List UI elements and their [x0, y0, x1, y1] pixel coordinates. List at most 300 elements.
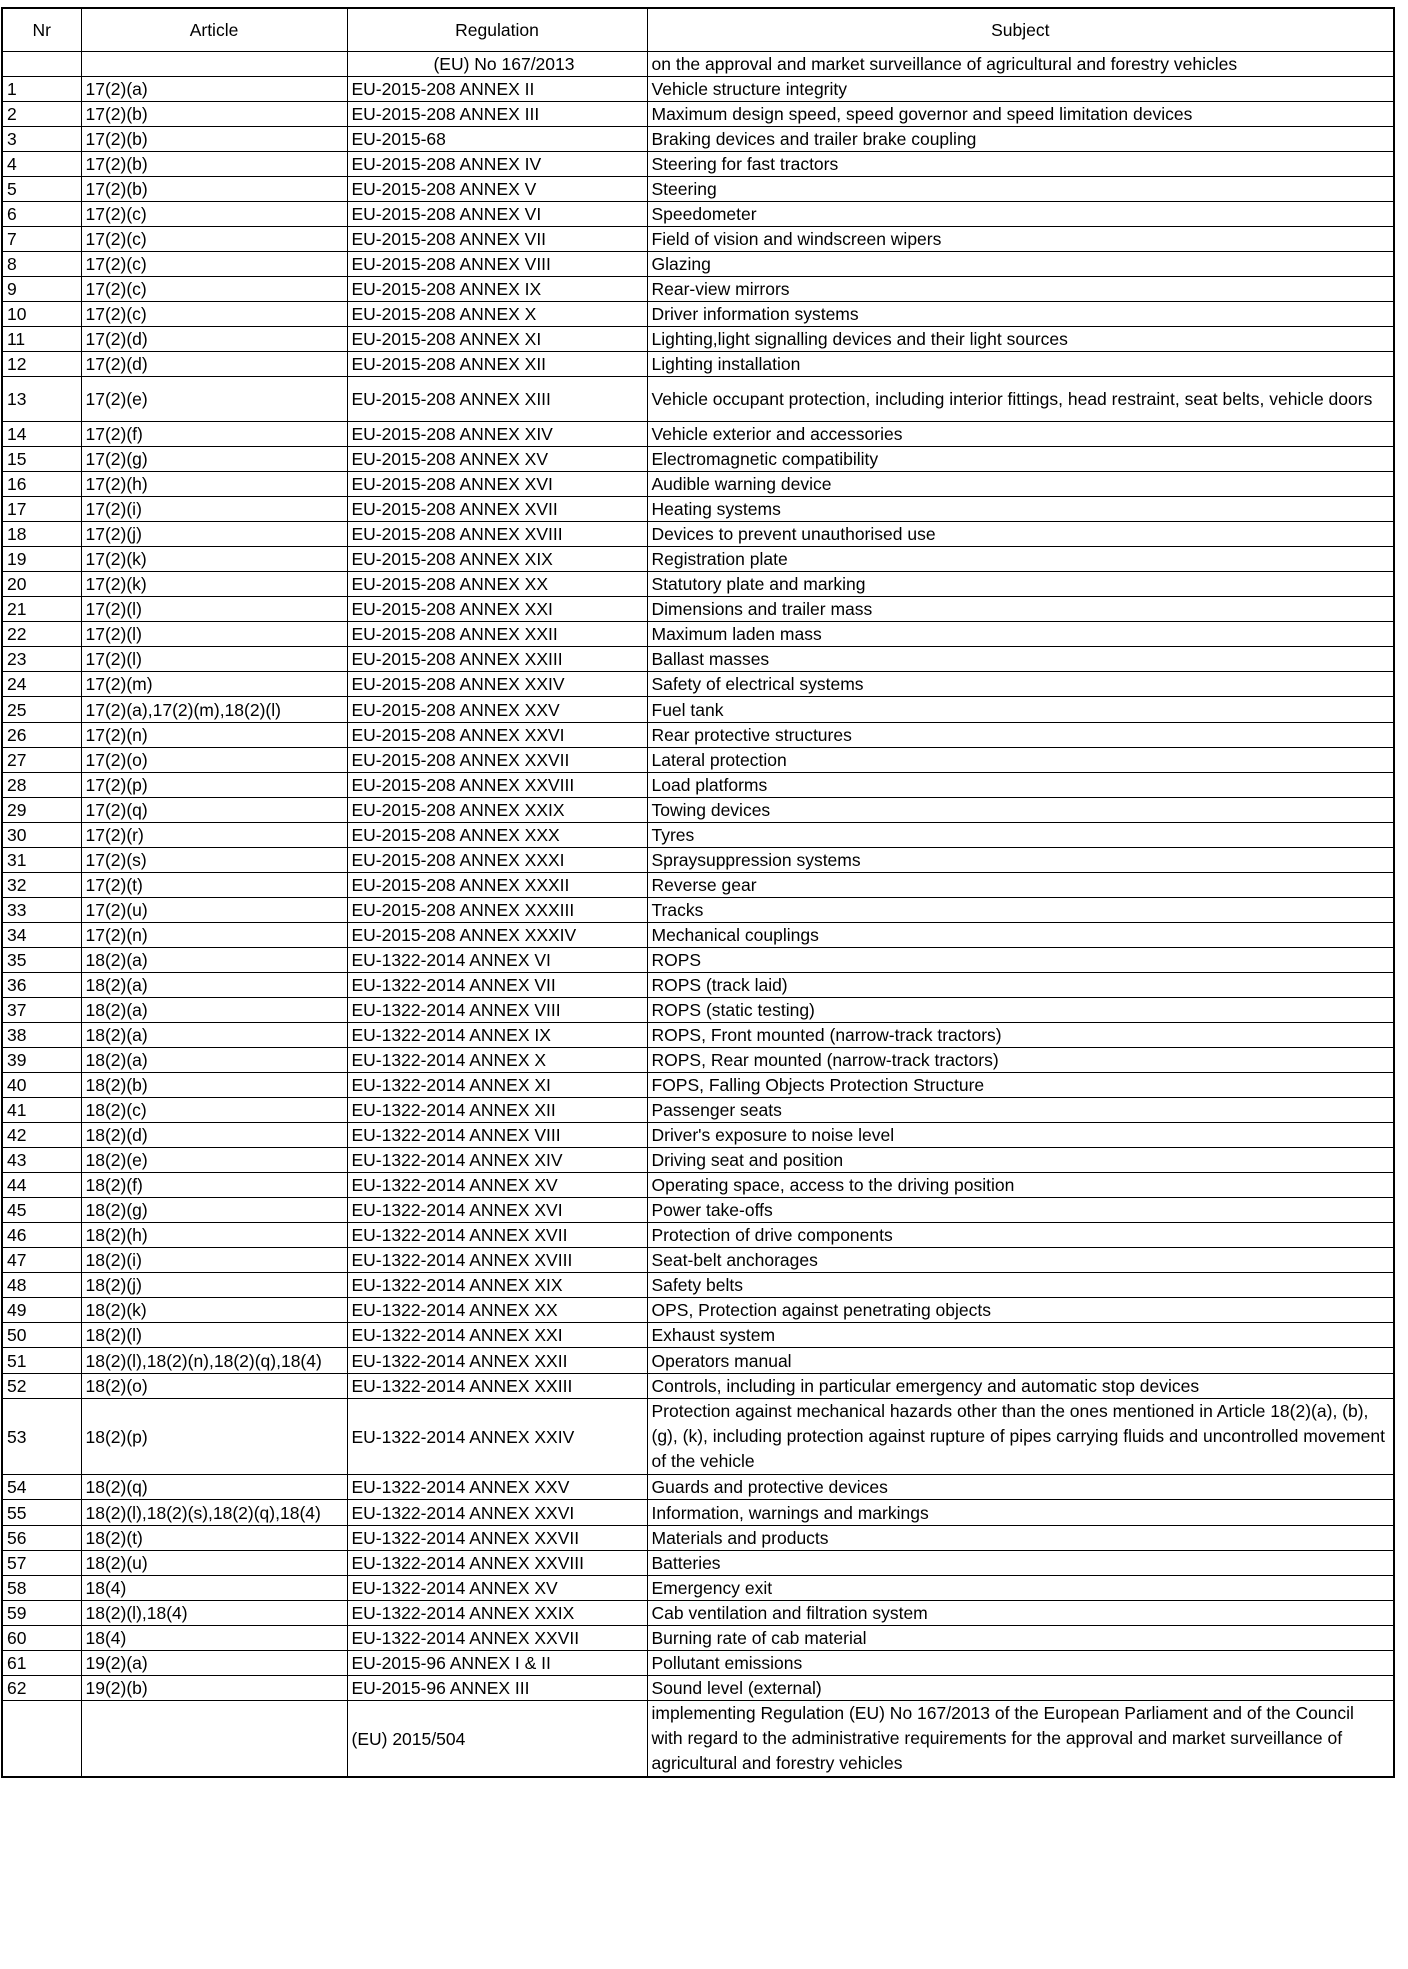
table-row	[2, 948, 1394, 973]
cell-subject: Audible warning device	[647, 472, 1394, 497]
cell-nr: 58	[2, 1576, 81, 1601]
cell-article: 17(2)(f)	[81, 422, 347, 447]
cell-nr	[2, 52, 81, 77]
cell-regulation: EU-1322-2014 ANNEX XXVII	[347, 1526, 647, 1551]
table-row	[2, 422, 1394, 447]
cell-article: 18(2)(l),18(2)(n),18(2)(q),18(4)	[81, 1348, 347, 1374]
cell-subject: ROPS (static testing)	[647, 998, 1394, 1023]
cell-nr: 17	[2, 497, 81, 522]
cell-nr: 6	[2, 202, 81, 227]
table-row	[2, 352, 1394, 377]
cell-nr: 10	[2, 302, 81, 327]
cell-nr: 50	[2, 1323, 81, 1348]
cell-article: 17(2)(c)	[81, 202, 347, 227]
cell-regulation: EU-2015-208 ANNEX XVI	[347, 472, 647, 497]
cell-regulation: EU-2015-208 ANNEX XVII	[347, 497, 647, 522]
table-row	[2, 622, 1394, 647]
cell-subject: Guards and protective devices	[647, 1475, 1394, 1500]
cell-article: 18(4)	[81, 1576, 347, 1601]
cell-subject: implementing Regulation (EU) No 167/2013 of the European Parliament and of the Council with regard to the administrative requirements for the approval and market surveillance of agricultural and forestry vehicles	[647, 1701, 1394, 1778]
cell-article: 18(2)(l)	[81, 1323, 347, 1348]
cell-nr: 28	[2, 773, 81, 798]
cell-article: 17(2)(j)	[81, 522, 347, 547]
cell-nr: 40	[2, 1073, 81, 1098]
cell-nr: 27	[2, 748, 81, 773]
cell-article: 17(2)(b)	[81, 177, 347, 202]
cell-nr: 51	[2, 1348, 81, 1374]
cell-subject: ROPS, Front mounted (narrow-track tractors)	[647, 1023, 1394, 1048]
cell-nr: 20	[2, 572, 81, 597]
table-row	[2, 1323, 1394, 1348]
cell-article: 18(2)(q)	[81, 1475, 347, 1500]
table-row	[2, 748, 1394, 773]
cell-regulation: EU-1322-2014 ANNEX XII	[347, 1098, 647, 1123]
cell-nr: 21	[2, 597, 81, 622]
cell-article: 17(2)(l)	[81, 622, 347, 647]
cell-article: 17(2)(o)	[81, 748, 347, 773]
cell-regulation: EU-2015-208 ANNEX IV	[347, 152, 647, 177]
table-row	[2, 277, 1394, 302]
table-row	[2, 77, 1394, 102]
table-row	[2, 177, 1394, 202]
cell-nr: 23	[2, 647, 81, 672]
cell-article: 17(2)(a)	[81, 77, 347, 102]
cell-article	[81, 1701, 347, 1778]
cell-regulation: EU-1322-2014 ANNEX XXIV	[347, 1399, 647, 1475]
cell-regulation: EU-2015-208 ANNEX XII	[347, 352, 647, 377]
cell-regulation: EU-2015-208 ANNEX XXI	[347, 597, 647, 622]
cell-article: 17(2)(p)	[81, 773, 347, 798]
cell-article: 17(2)(b)	[81, 102, 347, 127]
cell-nr: 19	[2, 547, 81, 572]
table-row	[2, 1298, 1394, 1323]
cell-article: 17(2)(d)	[81, 352, 347, 377]
cell-nr: 56	[2, 1526, 81, 1551]
cell-article: 17(2)(k)	[81, 572, 347, 597]
cell-nr: 62	[2, 1676, 81, 1701]
table-row	[2, 1198, 1394, 1223]
cell-article: 18(2)(a)	[81, 948, 347, 973]
cell-subject: Spraysuppression systems	[647, 848, 1394, 873]
cell-article: 18(2)(p)	[81, 1399, 347, 1475]
cell-article: 17(2)(e)	[81, 377, 347, 422]
cell-article: 17(2)(b)	[81, 152, 347, 177]
cell-regulation: EU-1322-2014 ANNEX XIX	[347, 1273, 647, 1298]
table-row	[2, 1626, 1394, 1651]
cell-nr: 59	[2, 1601, 81, 1626]
cell-regulation: EU-2015-208 ANNEX XXVI	[347, 723, 647, 748]
cell-subject: Operating space, access to the driving position	[647, 1173, 1394, 1198]
cell-subject: Steering	[647, 177, 1394, 202]
cell-regulation: EU-1322-2014 ANNEX XXVI	[347, 1500, 647, 1526]
header-article: Article	[81, 8, 347, 52]
table-row	[2, 998, 1394, 1023]
cell-nr: 11	[2, 327, 81, 352]
cell-article: 17(2)(g)	[81, 447, 347, 472]
cell-subject: Operators manual	[647, 1348, 1394, 1374]
cell-regulation: EU-2015-208 ANNEX XXII	[347, 622, 647, 647]
cell-article: 17(2)(k)	[81, 547, 347, 572]
cell-subject: Ballast masses	[647, 647, 1394, 672]
cell-regulation: EU-1322-2014 ANNEX XV	[347, 1173, 647, 1198]
cell-subject: Reverse gear	[647, 873, 1394, 898]
cell-article: 18(2)(f)	[81, 1173, 347, 1198]
cell-subject: Vehicle occupant protection, including interior fittings, head restraint, seat belts, vehicle doors	[647, 377, 1394, 422]
table-row	[2, 823, 1394, 848]
cell-regulation: EU-2015-208 ANNEX III	[347, 102, 647, 127]
cell-nr: 52	[2, 1374, 81, 1399]
cell-article: 18(2)(a)	[81, 1048, 347, 1073]
cell-subject: Driver's exposure to noise level	[647, 1123, 1394, 1148]
cell-regulation: EU-1322-2014 ANNEX VIII	[347, 998, 647, 1023]
cell-regulation: EU-1322-2014 ANNEX XXVII	[347, 1626, 647, 1651]
table-row	[2, 723, 1394, 748]
table-row	[2, 1098, 1394, 1123]
cell-nr: 13	[2, 377, 81, 422]
cell-article: 17(2)(q)	[81, 798, 347, 823]
cell-article: 18(2)(h)	[81, 1223, 347, 1248]
cell-subject: FOPS, Falling Objects Protection Structure	[647, 1073, 1394, 1098]
cell-article: 18(2)(a)	[81, 1023, 347, 1048]
cell-article: 17(2)(c)	[81, 277, 347, 302]
table-row	[2, 597, 1394, 622]
cell-nr: 43	[2, 1148, 81, 1173]
cell-regulation: EU-2015-208 ANNEX XIV	[347, 422, 647, 447]
cell-article: 18(2)(j)	[81, 1273, 347, 1298]
cell-subject: Devices to prevent unauthorised use	[647, 522, 1394, 547]
cell-article: 18(2)(l),18(2)(s),18(2)(q),18(4)	[81, 1500, 347, 1526]
table-row	[2, 647, 1394, 672]
cell-regulation: EU-2015-96 ANNEX I & II	[347, 1651, 647, 1676]
cell-regulation: EU-2015-208 ANNEX IX	[347, 277, 647, 302]
header-row	[2, 8, 1394, 52]
cell-subject: Protection against mechanical hazards other than the ones mentioned in Article 18(2)(a), (b), (g), (k), including protection against rupture of pipes carrying fluids and uncontrolled movement of the vehicle	[647, 1399, 1394, 1475]
cell-subject: Driver information systems	[647, 302, 1394, 327]
cell-regulation: EU-1322-2014 ANNEX XVIII	[347, 1248, 647, 1273]
table-row	[2, 202, 1394, 227]
table-row	[2, 447, 1394, 472]
cell-nr: 35	[2, 948, 81, 973]
cell-nr: 25	[2, 697, 81, 723]
cell-subject: Safety belts	[647, 1273, 1394, 1298]
cell-nr: 33	[2, 898, 81, 923]
cell-nr: 36	[2, 973, 81, 998]
table-row	[2, 1676, 1394, 1701]
cell-article: 17(2)(d)	[81, 327, 347, 352]
table-row	[2, 227, 1394, 252]
cell-regulation: EU-2015-208 ANNEX XV	[347, 447, 647, 472]
cell-nr: 29	[2, 798, 81, 823]
cell-nr: 38	[2, 1023, 81, 1048]
cell-nr: 55	[2, 1500, 81, 1526]
cell-subject: Rear-view mirrors	[647, 277, 1394, 302]
cell-subject: Power take-offs	[647, 1198, 1394, 1223]
table-row	[2, 873, 1394, 898]
cell-regulation: EU-1322-2014 ANNEX XXIX	[347, 1601, 647, 1626]
cell-subject: Burning rate of cab material	[647, 1626, 1394, 1651]
cell-nr: 44	[2, 1173, 81, 1198]
cell-nr: 47	[2, 1248, 81, 1273]
cell-article: 17(2)(a),17(2)(m),18(2)(l)	[81, 697, 347, 723]
cell-subject: Tyres	[647, 823, 1394, 848]
cell-regulation: EU-2015-208 ANNEX XVIII	[347, 522, 647, 547]
cell-nr: 26	[2, 723, 81, 748]
cell-subject: Dimensions and trailer mass	[647, 597, 1394, 622]
cell-nr: 53	[2, 1399, 81, 1475]
cell-regulation: EU-1322-2014 ANNEX XVII	[347, 1223, 647, 1248]
cell-article: 17(2)(l)	[81, 647, 347, 672]
cell-regulation: EU-1322-2014 ANNEX XIV	[347, 1148, 647, 1173]
cell-regulation: EU-2015-208 ANNEX XXV	[347, 697, 647, 723]
cell-subject: Steering for fast tractors	[647, 152, 1394, 177]
cell-article: 18(2)(k)	[81, 1298, 347, 1323]
cell-subject: Field of vision and windscreen wipers	[647, 227, 1394, 252]
table-row	[2, 1651, 1394, 1676]
cell-regulation: (EU) No 167/2013	[347, 52, 647, 77]
cell-subject: Rear protective structures	[647, 723, 1394, 748]
cell-nr: 15	[2, 447, 81, 472]
table-row	[2, 327, 1394, 352]
cell-subject: Passenger seats	[647, 1098, 1394, 1123]
cell-nr: 2	[2, 102, 81, 127]
cell-regulation: EU-1322-2014 ANNEX IX	[347, 1023, 647, 1048]
cell-subject: Speedometer	[647, 202, 1394, 227]
cell-regulation: EU-2015-208 ANNEX XXVII	[347, 748, 647, 773]
cell-subject: ROPS (track laid)	[647, 973, 1394, 998]
cell-nr: 24	[2, 672, 81, 697]
cell-regulation: EU-2015-208 ANNEX XXIX	[347, 798, 647, 823]
cell-subject: ROPS	[647, 948, 1394, 973]
cell-subject: Batteries	[647, 1551, 1394, 1576]
cell-article: 18(2)(b)	[81, 1073, 347, 1098]
cell-regulation: EU-2015-208 ANNEX VIII	[347, 252, 647, 277]
cell-nr: 12	[2, 352, 81, 377]
cell-subject: Heating systems	[647, 497, 1394, 522]
table-row	[2, 1248, 1394, 1273]
cell-article: 17(2)(i)	[81, 497, 347, 522]
cell-regulation: EU-1322-2014 ANNEX X	[347, 1048, 647, 1073]
cell-nr: 30	[2, 823, 81, 848]
cell-article: 18(2)(u)	[81, 1551, 347, 1576]
cell-article: 18(2)(i)	[81, 1248, 347, 1273]
cell-nr: 22	[2, 622, 81, 647]
table-row	[2, 1348, 1394, 1374]
cell-article: 17(2)(m)	[81, 672, 347, 697]
cell-subject: Pollutant emissions	[647, 1651, 1394, 1676]
table-row	[2, 377, 1394, 422]
cell-article: 17(2)(u)	[81, 898, 347, 923]
header-regulation: Regulation	[347, 8, 647, 52]
cell-article	[81, 52, 347, 77]
cell-subject: ROPS, Rear mounted (narrow-track tractors)	[647, 1048, 1394, 1073]
cell-regulation: EU-2015-208 ANNEX XIX	[347, 547, 647, 572]
table-row	[2, 1500, 1394, 1526]
cell-article: 18(4)	[81, 1626, 347, 1651]
table-row	[2, 798, 1394, 823]
cell-article: 17(2)(r)	[81, 823, 347, 848]
cell-regulation: EU-2015-68	[347, 127, 647, 152]
cell-regulation: EU-2015-208 ANNEX VI	[347, 202, 647, 227]
cell-subject: Vehicle structure integrity	[647, 77, 1394, 102]
cell-nr: 41	[2, 1098, 81, 1123]
cell-nr: 16	[2, 472, 81, 497]
cell-subject: Lighting,light signalling devices and their light sources	[647, 327, 1394, 352]
cell-subject: Seat-belt anchorages	[647, 1248, 1394, 1273]
cell-regulation: EU-1322-2014 ANNEX XI	[347, 1073, 647, 1098]
table-row	[2, 497, 1394, 522]
cell-regulation: EU-2015-208 ANNEX XXXII	[347, 873, 647, 898]
cell-regulation: EU-2015-208 ANNEX XXIII	[347, 647, 647, 672]
cell-regulation: EU-1322-2014 ANNEX VIII	[347, 1123, 647, 1148]
cell-nr: 18	[2, 522, 81, 547]
cell-regulation: EU-2015-208 ANNEX XXX	[347, 823, 647, 848]
cell-article: 17(2)(t)	[81, 873, 347, 898]
table-row	[2, 1048, 1394, 1073]
table-row	[2, 152, 1394, 177]
table-row	[2, 1223, 1394, 1248]
table-row	[2, 1475, 1394, 1500]
cell-subject: Safety of electrical systems	[647, 672, 1394, 697]
cell-nr: 57	[2, 1551, 81, 1576]
cell-nr	[2, 1701, 81, 1778]
table-row	[2, 1148, 1394, 1173]
table-row	[2, 973, 1394, 998]
cell-nr: 32	[2, 873, 81, 898]
cell-nr: 48	[2, 1273, 81, 1298]
cell-subject: Load platforms	[647, 773, 1394, 798]
cell-regulation: EU-1322-2014 ANNEX XVI	[347, 1198, 647, 1223]
cell-regulation: EU-1322-2014 ANNEX VII	[347, 973, 647, 998]
cell-subject: Vehicle exterior and accessories	[647, 422, 1394, 447]
table-row	[2, 522, 1394, 547]
cell-subject: Glazing	[647, 252, 1394, 277]
cell-nr: 60	[2, 1626, 81, 1651]
cell-nr: 5	[2, 177, 81, 202]
cell-subject: Emergency exit	[647, 1576, 1394, 1601]
cell-regulation: EU-1322-2014 ANNEX XXI	[347, 1323, 647, 1348]
table-row	[2, 472, 1394, 497]
cell-regulation: EU-1322-2014 ANNEX XXII	[347, 1348, 647, 1374]
cell-regulation: EU-1322-2014 ANNEX XXVIII	[347, 1551, 647, 1576]
header-subject: Subject	[647, 8, 1394, 52]
table-row	[2, 1023, 1394, 1048]
cell-regulation: EU-1322-2014 ANNEX XXV	[347, 1475, 647, 1500]
cell-subject: Materials and products	[647, 1526, 1394, 1551]
cell-subject: Towing devices	[647, 798, 1394, 823]
table-row	[2, 773, 1394, 798]
final-row	[2, 1701, 1394, 1778]
cell-subject: Sound level (external)	[647, 1676, 1394, 1701]
cell-subject: Lighting installation	[647, 352, 1394, 377]
cell-regulation: EU-1322-2014 ANNEX XX	[347, 1298, 647, 1323]
table-row	[2, 1399, 1394, 1475]
cell-nr: 39	[2, 1048, 81, 1073]
table-row	[2, 127, 1394, 152]
table-row	[2, 898, 1394, 923]
cell-nr: 46	[2, 1223, 81, 1248]
cell-regulation: EU-2015-208 ANNEX XXXIII	[347, 898, 647, 923]
cell-article: 18(2)(l),18(4)	[81, 1601, 347, 1626]
regulation-table	[1, 7, 1395, 1778]
cell-article: 18(2)(a)	[81, 973, 347, 998]
cell-regulation: EU-2015-208 ANNEX XXXIV	[347, 923, 647, 948]
cell-subject: Controls, including in particular emergency and automatic stop devices	[647, 1374, 1394, 1399]
table-row	[2, 697, 1394, 723]
cell-nr: 8	[2, 252, 81, 277]
cell-regulation: EU-1322-2014 ANNEX VI	[347, 948, 647, 973]
cell-regulation: EU-2015-208 ANNEX XXVIII	[347, 773, 647, 798]
cell-article: 17(2)(c)	[81, 227, 347, 252]
table-row	[2, 672, 1394, 697]
cell-regulation: EU-2015-96 ANNEX III	[347, 1676, 647, 1701]
intro-row	[2, 52, 1394, 77]
table-row	[2, 1123, 1394, 1148]
cell-article: 18(2)(a)	[81, 998, 347, 1023]
table-row	[2, 1551, 1394, 1576]
cell-subject: Cab ventilation and filtration system	[647, 1601, 1394, 1626]
table-row	[2, 1173, 1394, 1198]
cell-subject: Braking devices and trailer brake coupling	[647, 127, 1394, 152]
cell-nr: 42	[2, 1123, 81, 1148]
cell-nr: 4	[2, 152, 81, 177]
cell-article: 18(2)(o)	[81, 1374, 347, 1399]
cell-subject: Driving seat and position	[647, 1148, 1394, 1173]
cell-subject: Maximum design speed, speed governor and speed limitation devices	[647, 102, 1394, 127]
cell-article: 18(2)(d)	[81, 1123, 347, 1148]
cell-subject: Mechanical couplings	[647, 923, 1394, 948]
cell-nr: 9	[2, 277, 81, 302]
cell-regulation: EU-2015-208 ANNEX XXIV	[347, 672, 647, 697]
table-row	[2, 102, 1394, 127]
cell-regulation: EU-2015-208 ANNEX V	[347, 177, 647, 202]
cell-article: 18(2)(t)	[81, 1526, 347, 1551]
cell-subject: Tracks	[647, 898, 1394, 923]
cell-regulation: EU-2015-208 ANNEX XI	[347, 327, 647, 352]
table-row	[2, 572, 1394, 597]
table-row	[2, 848, 1394, 873]
cell-article: 17(2)(b)	[81, 127, 347, 152]
table-row	[2, 1374, 1394, 1399]
cell-regulation: EU-1322-2014 ANNEX XV	[347, 1576, 647, 1601]
table-row	[2, 1601, 1394, 1626]
table-row	[2, 1073, 1394, 1098]
cell-subject: Fuel tank	[647, 697, 1394, 723]
cell-regulation: EU-2015-208 ANNEX VII	[347, 227, 647, 252]
cell-article: 17(2)(h)	[81, 472, 347, 497]
cell-regulation: EU-2015-208 ANNEX II	[347, 77, 647, 102]
cell-article: 17(2)(n)	[81, 923, 347, 948]
cell-nr: 1	[2, 77, 81, 102]
cell-article: 18(2)(e)	[81, 1148, 347, 1173]
cell-nr: 54	[2, 1475, 81, 1500]
cell-regulation: EU-2015-208 ANNEX XIII	[347, 377, 647, 422]
cell-article: 17(2)(s)	[81, 848, 347, 873]
cell-article: 17(2)(l)	[81, 597, 347, 622]
table-row	[2, 1526, 1394, 1551]
cell-nr: 34	[2, 923, 81, 948]
cell-subject: Statutory plate and marking	[647, 572, 1394, 597]
table-row	[2, 302, 1394, 327]
cell-nr: 7	[2, 227, 81, 252]
table-row	[2, 1273, 1394, 1298]
cell-regulation: EU-2015-208 ANNEX XX	[347, 572, 647, 597]
cell-subject: Lateral protection	[647, 748, 1394, 773]
cell-subject: Maximum laden mass	[647, 622, 1394, 647]
cell-article: 19(2)(b)	[81, 1676, 347, 1701]
cell-regulation: EU-1322-2014 ANNEX XXIII	[347, 1374, 647, 1399]
cell-nr: 61	[2, 1651, 81, 1676]
cell-subject: Electromagnetic compatibility	[647, 447, 1394, 472]
